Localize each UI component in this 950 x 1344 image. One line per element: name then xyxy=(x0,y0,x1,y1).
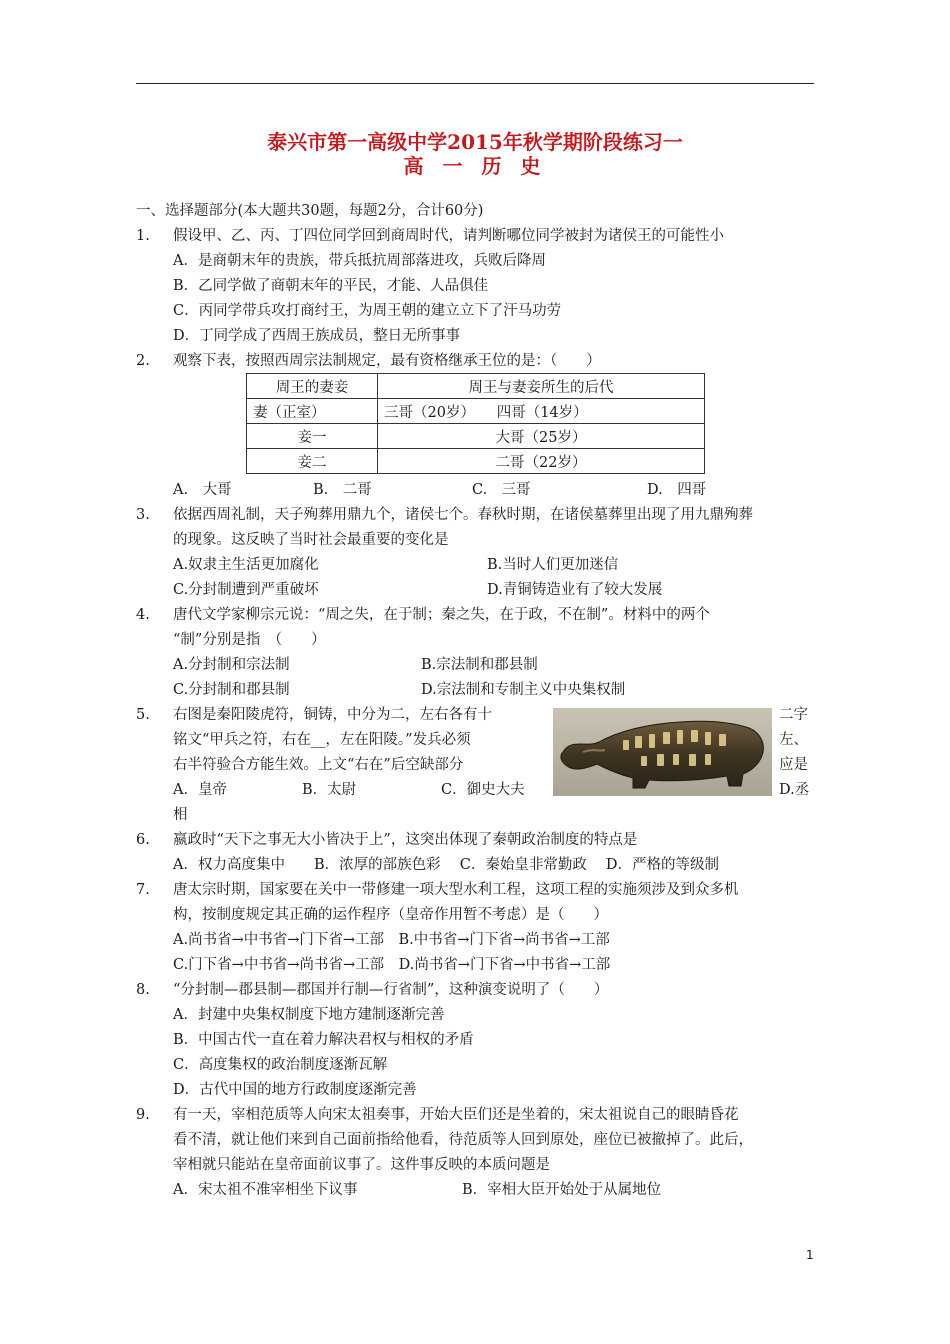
option-a: A．宋太祖不准宰相坐下议事 xyxy=(173,1182,358,1198)
question-stem: 二字 xyxy=(779,707,808,723)
option-d-continued: 相 xyxy=(173,807,188,823)
option-b: B.宗法制和郡县制 xyxy=(421,657,538,673)
option-b: B. 二哥 xyxy=(313,482,372,498)
options-row: A.尚书省→中书省→门下省→工部 B.中书省→门下省→尚书省→工部 xyxy=(173,932,610,948)
option-d: D. 四哥 xyxy=(647,482,707,498)
exam-title: 泰兴市第一高级中学2015年秋学期阶段练习一 xyxy=(267,130,683,154)
option-a: A．封建中央集权制度下地方建制逐渐完善 xyxy=(173,1007,445,1023)
option-d: D．丁同学成了西周王族成员，整日无所事事 xyxy=(173,328,461,344)
tiger-tally-image xyxy=(553,708,772,796)
succession-table xyxy=(246,373,705,474)
option-b: B.当时人们更加迷信 xyxy=(487,557,619,573)
question-number: 8. xyxy=(136,982,150,998)
question-stem: 应是 xyxy=(779,757,808,773)
option-d: D．古代中国的地方行政制度逐渐完善 xyxy=(173,1082,417,1098)
option-b: B．中国古代一直在着力解决君权与相权的矛盾 xyxy=(173,1032,474,1048)
option-d: D.青铜铸造业有了较大发展 xyxy=(487,582,663,598)
question-number: 3. xyxy=(136,507,150,523)
question-stem: 右半符验合方能生效。上文“右在”后空缺部分 xyxy=(173,757,464,773)
question-stem: “制”分别是指 （ ） xyxy=(173,632,326,648)
table-header-row xyxy=(247,374,705,399)
section-heading: 一、选择题部分(本大题共30题，每题2分，合计60分) xyxy=(136,203,484,219)
table-cell: 妾二 xyxy=(247,449,378,474)
table-cell: 大哥（25岁） xyxy=(378,424,705,449)
table-cell: 二哥（22岁） xyxy=(378,449,705,474)
question-stem: 嬴政时“天下之事无大小皆决于上”，这突出体现了秦朝政治制度的特点是 xyxy=(173,832,638,848)
question-stem: 依据西周礼制，天子殉葬用鼎九个，诸侯七个。春秋时期，在诸侯墓葬里出现了用九鼎殉葬 xyxy=(173,507,753,523)
question-stem: 构，按制度规定其正确的运作程序（皇帝作用暂不考虑）是（ ） xyxy=(173,907,608,923)
question-number: 9. xyxy=(136,1107,150,1123)
table-header-cell: 周王与妻妾所生的后代 xyxy=(378,374,705,399)
question-stem: 右图是秦阳陵虎符，铜铸，中分为二，左右各有十 xyxy=(173,707,492,723)
option-a: A.奴隶主生活更加腐化 xyxy=(173,557,319,573)
question-number: 6. xyxy=(136,832,150,848)
table-cell: 妻（正室） xyxy=(247,399,378,424)
question-stem: 看不清，就让他们来到自己面前指给他看，待范质等人回到原处，座位已被撤掉了。此后， xyxy=(173,1132,753,1148)
question-stem: 铭文“甲兵之符，右在__，左在阳陵。”发兵必须 xyxy=(173,732,471,748)
question-number: 5. xyxy=(136,707,150,723)
question-number: 1. xyxy=(136,228,150,244)
question-stem: 观察下表，按照西周宗法制规定，最有资格继承王位的是：（ ） xyxy=(173,353,601,369)
option-b: B．乙同学做了商朝末年的平民，才能、人品俱佳 xyxy=(173,278,489,294)
options-row: A．权力高度集中 B．浓厚的部族色彩 C．秦始皇非常勤政 D．严格的等级制 xyxy=(173,857,720,873)
table-cell: 妾一 xyxy=(247,424,378,449)
option-c: C．丙同学带兵攻打商纣王，为周王朝的建立立下了汗马功劳 xyxy=(173,303,562,319)
question-stem: 假设甲、乙、丙、丁四位同学回到商周时代，请判断哪位同学被封为诸侯王的可能性小 xyxy=(173,228,724,244)
option-a: A. 大哥 xyxy=(173,482,232,498)
page-number: 1 xyxy=(806,1248,814,1262)
option-c: C.分封制遭到严重破坏 xyxy=(173,582,319,598)
option-c: C. 三哥 xyxy=(472,482,531,498)
table-header-cell: 周王的妻妾 xyxy=(247,374,378,399)
question-number: 2. xyxy=(136,353,150,369)
question-stem: 的现象。这反映了当时社会最重要的变化是 xyxy=(173,532,449,548)
option-a: A.分封制和宗法制 xyxy=(173,657,290,673)
question-stem: 左、 xyxy=(779,732,808,748)
options-row: C.门下省→中书省→尚书省→工部 D.尚书省→门下省→中书省→工部 xyxy=(173,957,611,973)
exam-subject: 高 一 历 史 xyxy=(403,154,547,178)
option-b: B．宰相大臣开始处于从属地位 xyxy=(462,1182,662,1198)
question-stem: “分封制—郡县制—郡国并行制—行省制”，这种演变说明了（ ） xyxy=(173,982,609,998)
table-row xyxy=(247,399,705,424)
table-row xyxy=(247,424,705,449)
question-stem: 宰相就只能站在皇帝面前议事了。这件事反映的本质问题是 xyxy=(173,1157,550,1173)
option-c: C.分封制和郡县制 xyxy=(173,682,290,698)
option-d: D.宗法制和专制主义中央集权制 xyxy=(421,682,626,698)
option-a: A．皇帝 xyxy=(173,782,227,798)
option-c: C．高度集权的政治制度逐渐瓦解 xyxy=(173,1057,388,1073)
question-number: 7. xyxy=(136,882,150,898)
table-cell: 三哥（20岁） 四哥（14岁） xyxy=(378,399,705,424)
header-rule xyxy=(136,83,814,84)
option-c: C．御史大夫 xyxy=(441,782,525,798)
question-stem: 唐代文学家柳宗元说：“周之失，在于制；秦之失，在于政，不在制”。材料中的两个 xyxy=(173,607,710,623)
question-number: 4. xyxy=(136,607,150,623)
question-stem: 唐太宗时期，国家要在关中一带修建一项大型水利工程，这项工程的实施须涉及到众多机 xyxy=(173,882,739,898)
table-row xyxy=(247,449,705,474)
option-a: A．是商朝末年的贵族，带兵抵抗周部落进攻，兵败后降周 xyxy=(173,253,546,269)
option-b: B．太尉 xyxy=(302,782,357,798)
question-stem: 有一天，宰相范质等人向宋太祖奏事，开始大臣们还是坐着的，宋太祖说自己的眼睛昏花 xyxy=(173,1107,739,1123)
option-d: D.丞 xyxy=(779,782,810,798)
